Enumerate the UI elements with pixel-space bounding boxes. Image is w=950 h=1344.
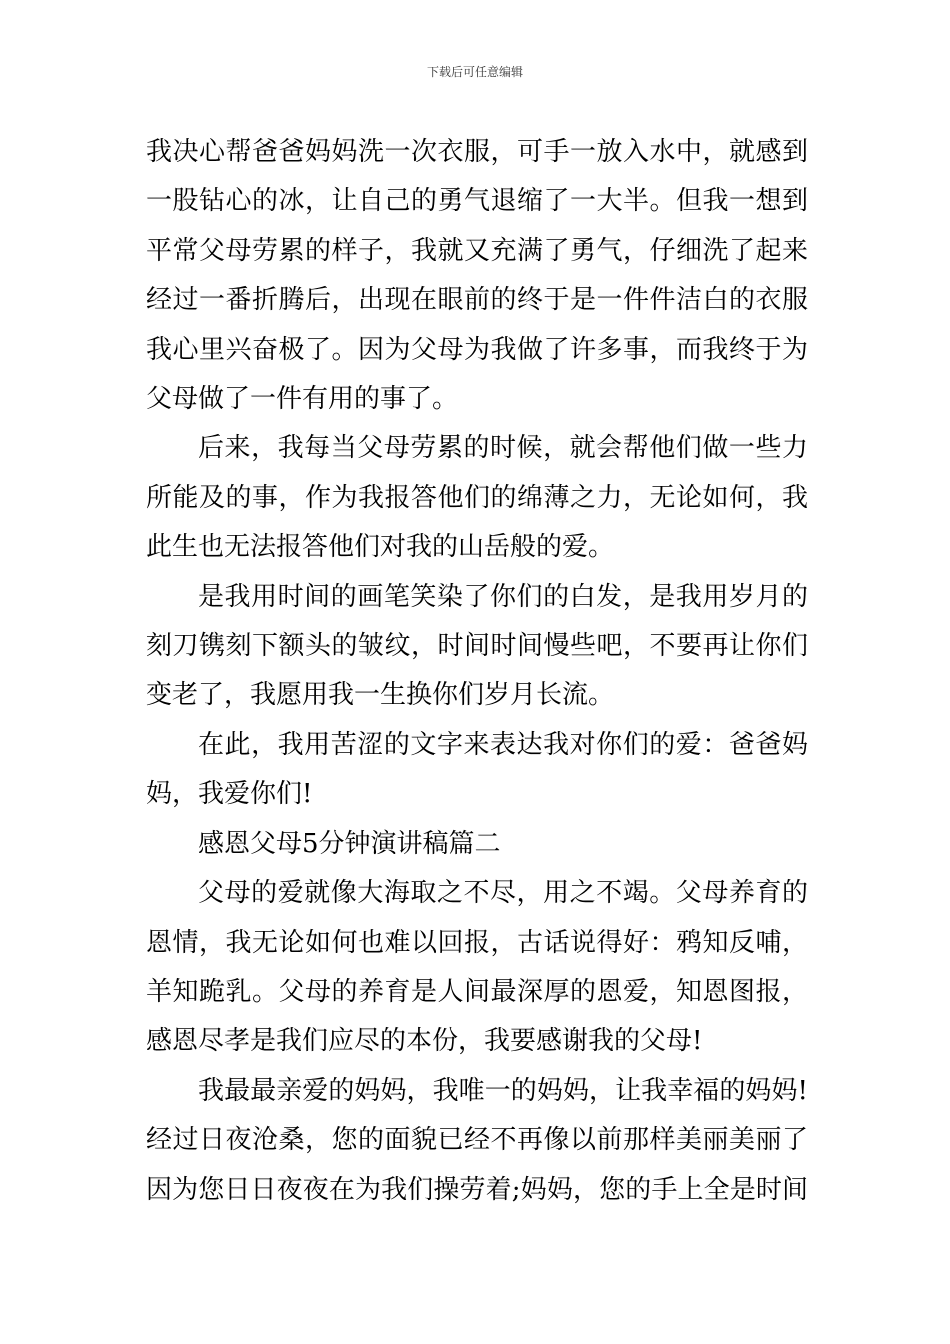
text-line: 妈，我爱你们! bbox=[146, 779, 313, 810]
paragraph bbox=[146, 721, 808, 820]
text-line: 父母做了一件有用的事了。 bbox=[146, 384, 459, 415]
text-line: 平常父母劳累的样子，我就又充满了勇气，仔细洗了起来 bbox=[146, 235, 808, 266]
text-line: 变老了，我愿用我一生换你们岁月长流。 bbox=[146, 680, 615, 711]
text-line: 经过日夜沧桑，您的面貌已经不再像以前那样美丽美丽了 bbox=[146, 1125, 808, 1156]
text-line: 刻刀镌刻下额头的皱纹，时间时间慢些吧，不要再让你们 bbox=[146, 631, 808, 662]
text-line: 经过一番折腾后，出现在眼前的终于是一件件洁白的衣服 bbox=[146, 285, 808, 316]
text-line: 所能及的事，作为我报答他们的绵薄之力，无论如何，我 bbox=[146, 482, 808, 513]
document-body bbox=[146, 128, 808, 1215]
paragraph bbox=[146, 573, 808, 721]
text-line: 因为您日日夜夜在为我们操劳着;妈妈，您的手上全是时间 bbox=[146, 1174, 808, 1205]
section-heading bbox=[146, 820, 808, 869]
page-header: 下载后可任意编辑 bbox=[426, 65, 523, 79]
text-line: 恩情，我无论如何也难以回报，古话说得好：鸦知反哺， bbox=[146, 927, 808, 958]
paragraph bbox=[146, 128, 808, 424]
text-line: 感恩尽孝是我们应尽的本份，我要感谢我的父母! bbox=[146, 1026, 703, 1057]
text-line: 父母的爱就像大海取之不尽，用之不竭。父母养育的 bbox=[198, 878, 808, 909]
text-line: 是我用时间的画笔笑染了你们的白发，是我用岁月的 bbox=[198, 581, 808, 612]
text-line: 我心里兴奋极了。因为父母为我做了许多事，而我终于为 bbox=[146, 334, 808, 365]
paragraph bbox=[146, 869, 808, 1067]
paragraph bbox=[146, 424, 808, 572]
text-line: 羊知跪乳。父母的养育是人间最深厚的恩爱，知恩图报， bbox=[146, 976, 808, 1007]
text-line: 后来，我每当父母劳累的时候，就会帮他们做一些力 bbox=[198, 433, 808, 464]
text-line: 此生也无法报答他们对我的山岳般的爱。 bbox=[146, 532, 615, 563]
text-line: 一股钻心的冰，让自己的勇气退缩了一大半。但我一想到 bbox=[146, 186, 808, 217]
text-line: 我最最亲爱的妈妈，我唯一的妈妈，让我幸福的妈妈! bbox=[198, 1075, 808, 1106]
text-line: 我决心帮爸爸妈妈洗一次衣服，可手一放入水中，就感到 bbox=[146, 137, 808, 167]
paragraph bbox=[146, 1067, 808, 1215]
text-line: 在此，我用苦涩的文字来表达我对你们的爱：爸爸妈 bbox=[198, 729, 808, 760]
text-line: 感恩父母5分钟演讲稿篇二 bbox=[198, 828, 501, 859]
